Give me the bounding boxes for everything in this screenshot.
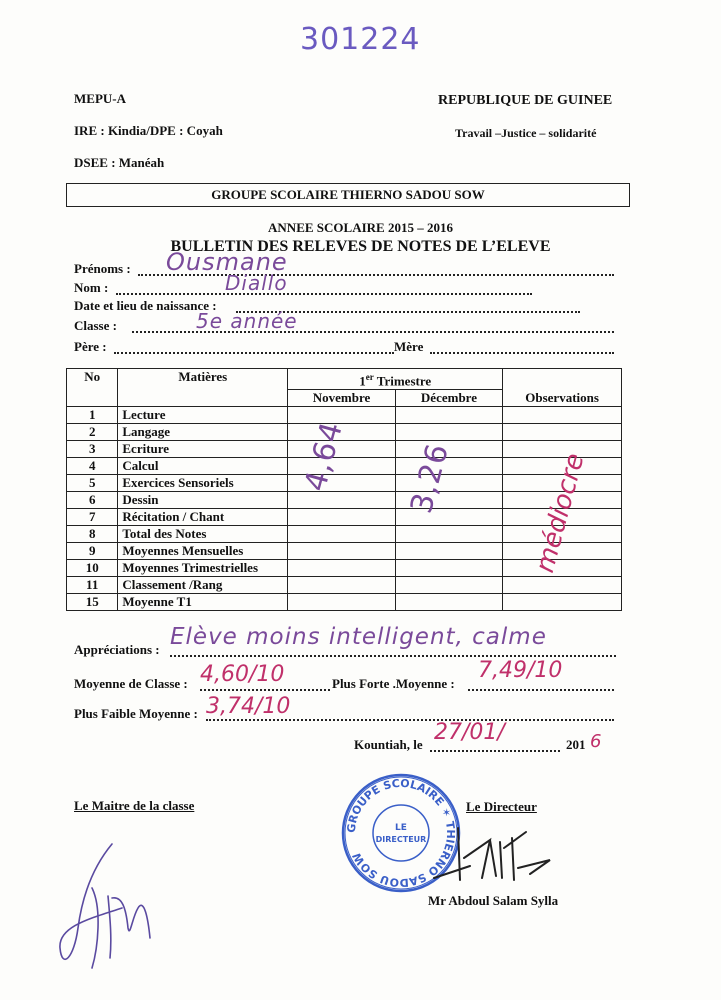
- row-matiere: Ecriture: [118, 441, 288, 458]
- classe-label: Classe :: [74, 318, 117, 333]
- row-decembre: [395, 594, 502, 611]
- row-novembre: [288, 407, 396, 424]
- row-matiere: Exercices Sensoriels: [118, 475, 288, 492]
- trimestre-word: Trimestre: [376, 373, 432, 389]
- row-no: 8: [67, 526, 118, 543]
- directeur-label: Le Directeur: [466, 799, 537, 814]
- row-matiere: Lecture: [118, 407, 288, 424]
- plus-faible-dotted-line: [206, 719, 614, 721]
- nom-value: Diallo: [225, 271, 288, 295]
- row-no: 1: [67, 407, 118, 424]
- row-no: 11: [67, 577, 118, 594]
- header-no: No: [67, 369, 118, 407]
- handwritten-decembre-grade: 3,26: [404, 439, 457, 518]
- row-decembre: [395, 424, 502, 441]
- row-matiere: Dessin: [118, 492, 288, 509]
- teacher-signature: [52, 838, 172, 978]
- row-decembre: [395, 577, 502, 594]
- row-decembre: [395, 560, 502, 577]
- row-novembre: [288, 543, 396, 560]
- pere-label: Père :: [74, 339, 107, 354]
- table-row: [67, 577, 622, 594]
- trimestre-sup: er: [365, 372, 374, 382]
- plus-forte-value: 7,49/10: [478, 658, 563, 683]
- school-name-box: [66, 183, 630, 207]
- row-matiere: Classement /Rang: [118, 577, 288, 594]
- director-signature: [430, 818, 560, 888]
- nom-dotted-line: [116, 293, 532, 295]
- row-no: 5: [67, 475, 118, 492]
- handwritten-id: 301224: [300, 22, 421, 57]
- plus-faible-value: 3,74/10: [206, 694, 291, 719]
- school-year: ANNEE SCOLAIRE 2015 – 2016: [268, 220, 453, 235]
- row-novembre: [288, 594, 396, 611]
- date-dotted-line: [430, 750, 560, 752]
- table-row: [67, 492, 622, 509]
- header-decembre: Décembre: [395, 390, 502, 407]
- row-observation: [503, 407, 622, 424]
- header-trimestre: [288, 369, 503, 390]
- place-label: Kountiah, le: [354, 737, 423, 752]
- nom-label: Nom :: [74, 280, 109, 295]
- prenoms-value: Ousmane: [166, 248, 288, 276]
- row-observation: [503, 424, 622, 441]
- row-matiere: Moyennes Trimestrielles: [118, 560, 288, 577]
- row-decembre: [395, 526, 502, 543]
- appreciations-dotted-line: [170, 655, 616, 657]
- row-novembre: [288, 577, 396, 594]
- row-decembre: [395, 543, 502, 560]
- appreciations-value: Elève moins intelligent, calme: [170, 624, 547, 650]
- row-matiere: Moyenne T1: [118, 594, 288, 611]
- trimestre-num: 1: [359, 373, 366, 389]
- table-row: [67, 458, 622, 475]
- header-ire: IRE : Kindia/DPE : Coyah: [74, 123, 223, 138]
- moyenne-classe-value: 4,60/10: [200, 662, 285, 687]
- school-name: GROUPE SCOLAIRE THIERNO SADOU SOW: [211, 187, 485, 202]
- row-novembre: [288, 560, 396, 577]
- row-no: 15: [67, 594, 118, 611]
- row-observation: [503, 577, 622, 594]
- table-row: [67, 594, 622, 611]
- row-novembre: [288, 509, 396, 526]
- table-row: [67, 407, 622, 424]
- header-matieres: [118, 369, 288, 407]
- moyenne-classe-dotted-line: [200, 689, 330, 691]
- year-suffix: 6: [590, 731, 602, 752]
- mere-dotted-line: [430, 352, 614, 354]
- stamp-center-directeur: DIRECTEUR: [375, 835, 427, 844]
- row-matiere: Récitation / Chant: [118, 509, 288, 526]
- prenoms-label: Prénoms :: [74, 261, 131, 276]
- table-row: [67, 475, 622, 492]
- row-novembre: [288, 526, 396, 543]
- row-no: 10: [67, 560, 118, 577]
- date-value: 27/01/: [434, 720, 505, 745]
- year-prefix: 201: [566, 737, 586, 752]
- header-novembre: Novembre: [288, 390, 396, 407]
- row-matiere: Total des Notes: [118, 526, 288, 543]
- row-matiere: Moyennes Mensuelles: [118, 543, 288, 560]
- row-no: 9: [67, 543, 118, 560]
- row-no: 6: [67, 492, 118, 509]
- header-matieres-text: Matières: [178, 369, 228, 384]
- table-row: [67, 509, 622, 526]
- handwritten-observation: médiocre: [530, 450, 591, 576]
- row-no: 4: [67, 458, 118, 475]
- row-no: 7: [67, 509, 118, 526]
- plus-forte-dotted-line: [468, 689, 614, 691]
- row-matiere: Calcul: [118, 458, 288, 475]
- plus-forte-label: Plus Forte .Moyenne :: [332, 676, 455, 691]
- header-dsee: DSEE : Manéah: [74, 155, 165, 170]
- grades-table: [66, 368, 622, 611]
- mere-label: Mère: [394, 339, 424, 354]
- row-matiere: Langage: [118, 424, 288, 441]
- document-title: BULLETIN DES RELEVES DE NOTES DE L’ELEVE: [170, 238, 551, 255]
- header-ministry: MEPU-A: [74, 91, 126, 106]
- stamp-ring-text: GROUPE SCOLAIRE ✶ THIERNO SADOU SOW: [344, 776, 458, 890]
- header-motto: Travail –Justice – solidarité: [455, 126, 597, 140]
- classe-value: 5e année: [196, 309, 298, 333]
- header-observations: Observations: [503, 369, 622, 407]
- plus-faible-label: Plus Faible Moyenne :: [74, 706, 198, 721]
- row-observation: [503, 594, 622, 611]
- directeur-name: Mr Abdoul Salam Sylla: [428, 893, 559, 908]
- appreciations-label: Appréciations :: [74, 642, 160, 657]
- maitre-label: Le Maitre de la classe: [74, 798, 195, 813]
- moyenne-classe-label: Moyenne de Classe :: [74, 676, 188, 691]
- table-header-row: [67, 369, 622, 390]
- row-decembre: [395, 509, 502, 526]
- handwritten-novembre-grade: 4,64: [298, 417, 351, 496]
- row-decembre: [395, 407, 502, 424]
- row-no: 2: [67, 424, 118, 441]
- row-novembre: [288, 492, 396, 509]
- pere-dotted-line: [114, 352, 394, 354]
- stamp-center-le: LE: [395, 823, 407, 833]
- naissance-label: Date et lieu de naissance :: [74, 298, 217, 313]
- row-no: 3: [67, 441, 118, 458]
- header-country: REPUBLIQUE DE GUINEE: [438, 93, 613, 108]
